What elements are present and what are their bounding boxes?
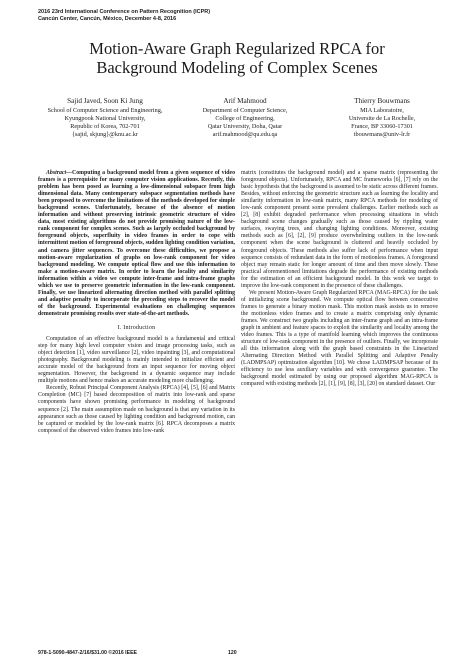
paragraph: Recently, Robust Principal Component Analysis (RPCA) [4], [5], [6] and Matrix Completion (MC) [7] based decomposition of matrix into low-rank and sparse components have shown promising performance in modeling of background sequence [2]. The main assumption made on background is that any variation in its appearance such as those caused by lighting condition and background motion, can be captured or modeled by the low-rank matrix [6]. RPCA decomposes a matrix composed of the observed video frames into low-rank	[38, 385, 235, 434]
page-number: 120	[228, 650, 237, 656]
author-email: arif.mahmood@qu.edu.qa	[212, 131, 278, 138]
author-affiliation-line: College of Engineering,	[215, 115, 275, 122]
title-line-1: Motion-Aware Graph Regularized RPCA for	[89, 39, 385, 58]
author-affiliation-line: Republic of Korea, 702-701	[70, 123, 140, 130]
copyright-line: 978-1-5090-4847-2/16/$31.00 ©2016 IEEE	[38, 650, 138, 656]
author-name: Thierry Bouwmans	[354, 97, 410, 105]
author-email: {sajid, skjung}@knu.ac.kr	[72, 131, 138, 138]
conference-header	[38, 9, 210, 23]
abstract-label: Abstract	[46, 170, 67, 176]
section-heading: I. Introduction	[117, 324, 156, 331]
title-line-2: Background Modeling of Complex Scenes	[96, 58, 378, 77]
abstract	[38, 170, 235, 318]
author-2	[180, 97, 310, 139]
author-1	[30, 97, 180, 139]
paragraph: matrix (constitutes the background model) and a sparse matrix (representing the foreground objects). Unfortunately, RPCA and MC frameworks [6], [7] rely on the basic hypothesis that the background is assumed to be static across different frames. Besides, without enforcing the geometric structure such as learning the locality and similarity information in low-rank matrix, many RPCA methods for modeling of low-rank component present some prevalent challenges. Earlier methods such as [2], [8] exhibit degraded performance when processing situations in which background scene changes gradually such as those caused by rippling water surfaces, swaying trees, and changing lighting conditions. Moreover, existing methods such as [6], [2], [9] produce overwhelming outliers in the low-rank component when the scene background is cluttered and heavily occluded by foreground objects. These methods also suffer lack of performance when input sequence consists of redundant data in the form of motionless frames. A foreground object may remain static for longer amount of time and then move slowly. These practical aforementioned limitations degrade the performance of existing methods for the estimation of an efficient background model. In this work we target to improve the low-rank component in the presence of these challenges.	[241, 170, 438, 289]
author-name: Arif Mahmood	[223, 97, 267, 105]
author-affiliation-line: Universite de La Rochelle,	[348, 115, 416, 122]
paragraph: We present Motion-Aware Graph Regularized RPCA (MAG-RPCA) for the task of initializing scene background. We compute optical flow between consecutive frames to generate a binary motion mask. This motion mask assists us to remove the motionless video frames and to create a matrix comprising only dynamic frames. We construct two graphs including an inter-frame graph and an intra-frame graph in ambient and feature spaces to exploit the similarity and locality among the video frames. This is a type of manifold learning which improves the continuous structure of low-rank component in the presence of outliers. Finally, we incorporate all this information along with the graph based constraints in the Linearized Alternating Direction Method with Parallel Splitting and Adaptive Penalty (LADMPSAP) optimization algorithm [10]. We chose LADMPSAP because of its efficiency to use less auxiliary variables and with convergence guarantee. The background model estimated by using our proposed algorithm MAG-RPCA is compared with existing methods [2], [1], [9], [8], [3], [20] on standard dataset. Our	[241, 289, 438, 388]
author-affiliation-line: Qatar University, Doha, Qatar	[207, 123, 283, 130]
left-column	[38, 170, 235, 435]
author-name: Sajid Javed, Soon Ki Jung	[67, 97, 143, 105]
author-affiliation-line: MIA Laboratoire,	[360, 107, 404, 114]
right-column	[241, 170, 438, 388]
author-affiliation-line: Kyungpook National University,	[64, 115, 146, 122]
conference-line-2: Cancún Center, Cancún, México, December 4-8, 2016	[38, 16, 177, 22]
author-affiliation-line: Department of Computer Science,	[202, 107, 288, 114]
conference-line-1: 2016 23rd International Conference on Pattern Recognition (ICPR)	[38, 9, 211, 15]
author-email: tbouwmans@univ-lr.fr	[353, 131, 411, 138]
author-affiliation-line: School of Computer Science and Engineering,	[47, 107, 163, 114]
paragraph: Computation of an effective background model is a fundamental and critical step for many high level computer vision and image processing tasks, such as object detection [1], video surveillance [2], video inpainting [3], and computational photography. Background modeling is mainly intended to initialize efficient and accurate model of the background from an input sequence for moving object segmentation. However, the background in a dynamic sequence may include multiple motions and hence makes an accurate modeling more challenging.	[38, 336, 235, 385]
author-3	[320, 97, 444, 139]
paper-title	[0, 39, 474, 77]
author-affiliation-line: France, BP 33060-17301	[351, 123, 413, 130]
abstract-text: —Computing a background model from a given sequence of video frames is a prerequisite for many computer vision applications. Recently, this problem has been posed as learning a low-dimensional subspace from high dimensional data. Many contemporary subspace segmentation methods have been proposed to overcome the limitations of the methods developed for simple background scenes. Unfortunately, because of the absence of motion information and without preserving intrinsic geometric structure of video data, most existing algorithms do not provide promising nature of the low-rank component for complex scenes. Such as largely occluded background by foreground objects, superfluity in video frames in order to cope with intermittent motion of foreground objects, sudden lighting condition variation, and camera jitter sequences. To overcome these difficulties, we propose a motion-aware regularization of graphs on low-rank component for video background modeling. We compute optical flow and use this information to make a motion-aware matrix. In order to learn the locality and similarity information within a video we compute inter-frame and intra-frame graphs which we use to preserve geometric information in the low-rank component. Finally, we use linearized alternating direction method with parallel splitting and adaptive penalty to incorporate the preceding steps to recover the model of the background. Experimental evaluations on challenging sequences demonstrate promising results over state-of-the-art methods.	[38, 170, 235, 317]
